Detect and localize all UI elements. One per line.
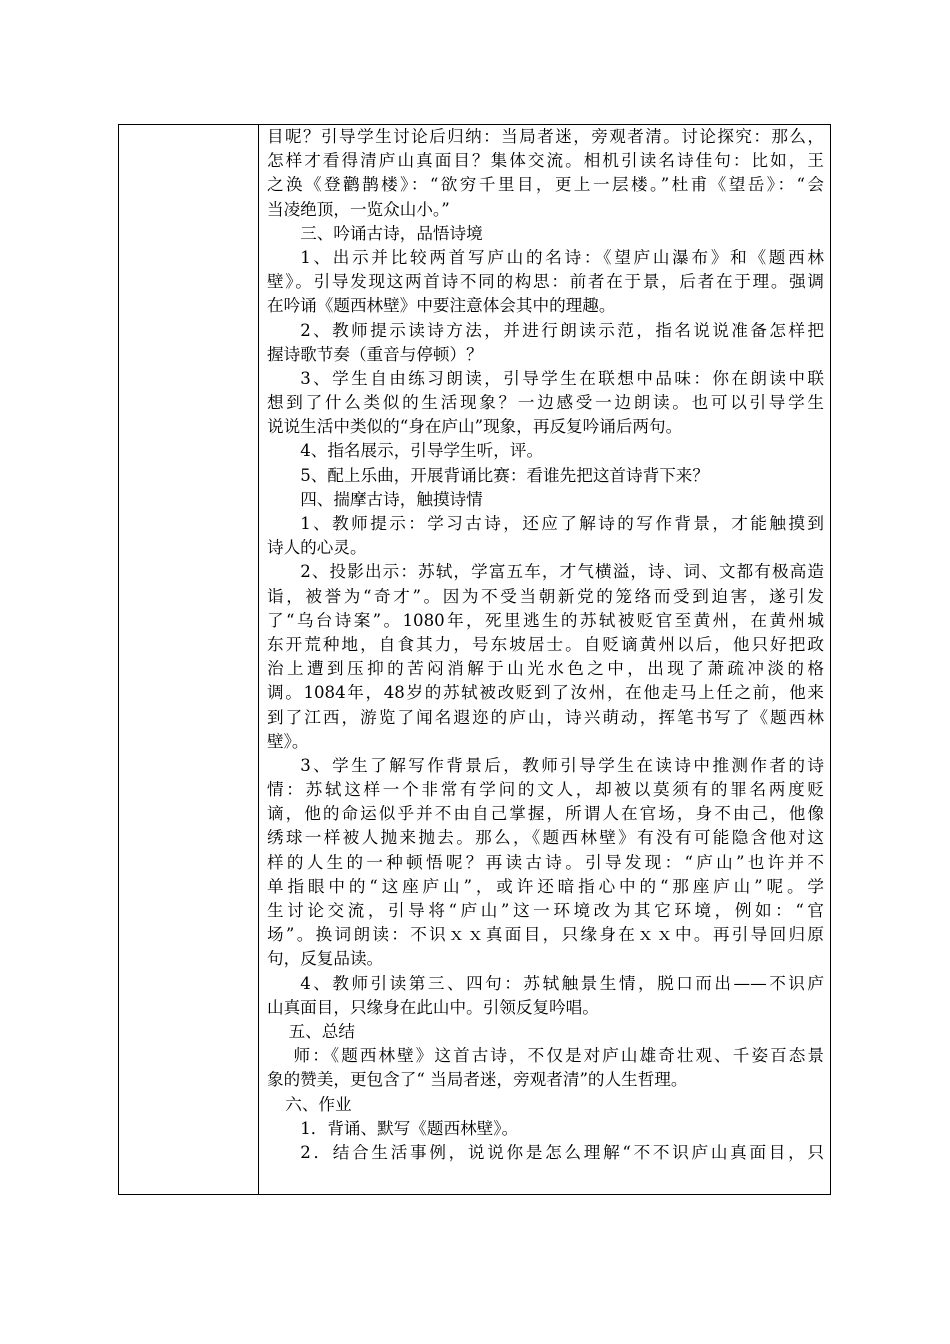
text-line: 5、配上乐曲，开展背诵比赛：看谁先把这首诗背下来？ — [300, 465, 709, 485]
text-line: 壁》。 — [267, 731, 309, 751]
text-line: 诣，被誉为“奇才”。因为不受当朝新党的笼络而受到迫害，遂引发 — [267, 586, 824, 606]
text-line: 2、投影出示：苏轼，学富五车，才气横溢，诗、词、文都有极高造 — [300, 562, 824, 582]
text-line: 了“乌台诗案”。1080年，死里逃生的苏轼被贬官至黄州，在黄州城 — [267, 610, 824, 630]
text-line: 样的人生的一种顿悟呢？再读古诗。引导发现：“庐山”也许并不 — [267, 852, 824, 872]
text-line: 五、总结 — [288, 1021, 355, 1041]
text-line: 三、吟诵古诗，品悟诗境 — [300, 223, 483, 243]
text-line: 目呢？引导学生讨论后归纳：当局者迷，旁观者清。讨论探究：那么， — [267, 127, 824, 146]
text-line: 2、教师提示读诗方法，并进行朗读示范，指名说说准备怎样把 — [300, 320, 824, 340]
text-line: 当凌绝顶，一览众山小。” — [267, 199, 450, 219]
text-line: 绣球一样被人抛来抛去。那么，《题西林壁》有没有可能隐含他对这 — [267, 828, 824, 848]
text-line: 师：《题西林壁》这首古诗，不仅是对庐山雄奇壮观、千姿百态景 — [293, 1046, 824, 1066]
text-line: 句，反复品读。 — [267, 949, 384, 969]
text-line: 在吟诵《题西林壁》中要注意体会其中的理趣。 — [267, 296, 616, 316]
text-line: 到了江西，游览了闻名遐迩的庐山，诗兴萌动，挥笔书写了《题西林 — [267, 707, 824, 727]
text-line: 壁》。引导发现这两首诗不同的构思：前者在于景，后者在于理。强调 — [267, 272, 824, 292]
text-line: 调。1084年，48岁的苏轼被改贬到了汝州，在他走马上任之前，他来 — [267, 683, 824, 703]
text-line: 4、教师引读第三、四句：苏轼触景生情，脱口而出——不识庐 — [300, 973, 824, 993]
text-line: 治上遭到压抑的苦闷消解于山光水色之中，出现了萧疏冲淡的格 — [267, 659, 824, 679]
text-line: 4、指名展示，引导学生听，评。 — [300, 441, 544, 461]
text-line: 说说生活中类似的“身在庐山”现象，再反复吟诵后两句。 — [267, 417, 683, 437]
text-line: 象的赞美，更包含了“ 当局者迷，旁观者清”的人生哲理。 — [267, 1070, 688, 1090]
text-line: 东开荒种地，自食其力，号东坡居士。自贬谪黄州以后，他只好把政 — [267, 634, 824, 654]
text-line: 2．结合生活事例，说说你是怎么理解“不不识庐山真面目，只 — [300, 1142, 824, 1162]
text-line: 诗人的心灵。 — [267, 538, 367, 558]
text-line: 场”。换词朗读：不识ｘｘ真面目，只缘身在ｘｘ中。再引导回归原 — [267, 925, 824, 945]
text-line: 1、出示并比较两首写庐山的名诗：《望庐山瀑布》和《题西林 — [300, 247, 824, 267]
text-line: 情：苏轼这样一个非常有学问的文人，却被以莫须有的罪名两度贬 — [267, 780, 824, 800]
text-line: 谪，他的命运似乎并不由自己掌握，所谓人在官场，身不由己，他像 — [267, 804, 824, 824]
table-left-cell — [119, 125, 259, 1194]
text-line: 山真面目，只缘身在此山中。引领反复吟唱。 — [267, 997, 599, 1017]
text-line: 3、学生了解写作背景后，教师引导学生在读诗中推测作者的诗 — [300, 755, 824, 775]
text-line: 单指眼中的“这座庐山”，或许还暗指心中的“那座庐山”呢。学 — [267, 876, 824, 896]
text-line: 怎样才看得清庐山真面目？集体交流。相机引读名诗佳句：比如，王 — [267, 151, 824, 171]
text-line: 1、教师提示：学习古诗，还应了解诗的写作背景，才能触摸到 — [300, 514, 824, 533]
text-line: 六、作业 — [285, 1094, 352, 1114]
text-line: 1．背诵、默写《题西林壁》。 — [300, 1118, 519, 1138]
text-line: 想到了什么类似的生活现象？一边感受一边朗读。也可以引导学生 — [267, 393, 824, 413]
text-line: 生讨论交流，引导将“庐山”这一环境改为其它环境，例如：“官 — [267, 901, 824, 920]
lesson-plan-table — [118, 124, 831, 1195]
text-line: 握诗歌节奏（重音与停顿）？ — [267, 344, 483, 364]
text-line: 四、揣摩古诗，触摸诗情 — [300, 489, 483, 509]
lesson-content-cell — [259, 125, 830, 1194]
text-line: 3、学生自由练习朗读，引导学生在联想中品味：你在朗读中联 — [300, 368, 824, 388]
text-line: 之涣《登鹳鹊楼》：“欲穷千里目，更上一层楼。”杜甫《望岳》：“会 — [267, 175, 824, 195]
